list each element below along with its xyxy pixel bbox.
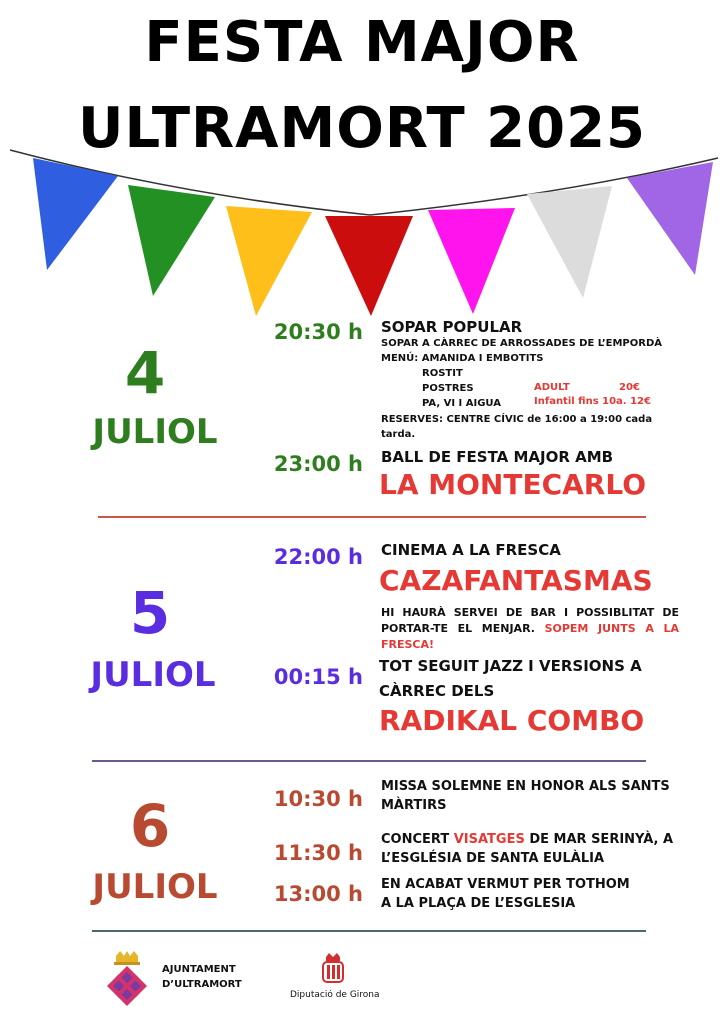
day2-number: 5 [129, 579, 171, 647]
divider-day1 [98, 516, 646, 518]
bunting-flag-yellow [226, 206, 312, 316]
bar-note-highlight: SOPEM JUNTS A LA FRESCA! [381, 622, 679, 651]
day1-event1-menu-item: ROSTIT [422, 368, 463, 379]
day1-event1-menu: MENÚ: AMANIDA I EMBOTITS [381, 353, 544, 364]
day3-event3-line2: A LA PLAÇA DE L’ESGLESIA [381, 896, 576, 911]
poster-title-line1: FESTA MAJOR [144, 10, 580, 75]
day1-number: 4 [124, 339, 166, 407]
day2-event1-note [381, 605, 679, 653]
ajuntament-crest-icon [104, 950, 150, 1006]
day1-event1-menu-item: PA, VI I AIGUA [422, 398, 501, 409]
day2-event2-band: RADIKAL COMBO [379, 704, 645, 737]
day1-event1-menu-item: POSTRES [422, 383, 474, 394]
bunting-flag-white [527, 186, 612, 298]
day2-event1-title: CINEMA A LA FRESCA [381, 541, 561, 559]
day3-event3-time: 13:00 h [273, 882, 363, 906]
day3-event2-time: 11:30 h [273, 841, 363, 865]
bunting-flag-purple [627, 162, 713, 275]
day2-month: JULIOL [90, 655, 216, 695]
diputacio-label: Diputació de Girona [290, 990, 380, 1000]
concert-suffix: DE MAR SERINYÀ, A [524, 832, 674, 847]
day3-event1-line1: MISSA SOLEMNE EN HONOR ALS SANTS [381, 779, 670, 794]
day2-event2-time: 00:15 h [273, 665, 363, 689]
price-adult-label: ADULT [534, 382, 570, 393]
day1-event1-title: SOPAR POPULAR [381, 318, 523, 336]
ajuntament-label-line2: D’ULTRAMORT [162, 979, 242, 990]
bar-note: HI HAURÀ SERVEI DE BAR I POSSIBLITAT DE PORTAR-TE EL MENJAR. [381, 606, 679, 635]
bunting-flag-magenta [428, 208, 515, 314]
ajuntament-label-line1: AJUNTAMENT [162, 964, 236, 975]
day1-event1-reservations: RESERVES: CENTRE CÍVIC de 16:00 a 19:00 cada tarda. [381, 414, 653, 440]
day3-event1-time: 10:30 h [273, 787, 363, 811]
day3-event3-line1: EN ACABAT VERMUT PER TOTHOM [381, 877, 630, 892]
day2-event1-time: 22:00 h [273, 545, 363, 569]
poster-title-line2: ULTRAMORT 2025 [77, 96, 647, 161]
price-adult-value: 20€ [619, 382, 640, 393]
bunting-flag-green [128, 185, 215, 296]
day2-event2-title: TOT SEGUIT JAZZ I VERSIONS A [379, 657, 642, 675]
day3-number: 6 [129, 792, 171, 860]
day3-event2-line2: L’ESGLÉSIA DE SANTA EULÀLIA [381, 851, 605, 866]
divider-day3 [92, 930, 646, 932]
concert-prefix: CONCERT [381, 832, 454, 847]
day1-event2-time: 23:00 h [273, 452, 363, 476]
divider-day2 [92, 760, 646, 762]
price-child: Infantil fins 10a. 12€ [534, 396, 651, 407]
day1-event2-band: LA MONTECARLO [379, 468, 647, 501]
bunting-flag-blue [33, 158, 118, 270]
day3-event1-line2: MÀRTIRS [381, 798, 447, 813]
bunting-flag-red [325, 216, 413, 316]
day2-event1-film: CAZAFANTASMAS [379, 564, 653, 597]
bunting-garland [0, 140, 724, 320]
day3-month: JULIOL [92, 867, 218, 907]
day2-event2-title-line2: CÀRREC DELS [379, 682, 495, 700]
diputacio-crest-icon [320, 953, 346, 985]
day1-event1-time: 20:30 h [273, 320, 363, 344]
day1-event1-caterer: SOPAR A CÀRREC DE ARROSSADES DE L’EMPORDÀ [381, 338, 662, 349]
day1-event2-title: BALL DE FESTA MAJOR AMB [381, 448, 614, 466]
bunting-string [10, 150, 718, 215]
day3-event2-line1 [381, 831, 673, 849]
day1-month: JULIOL [92, 412, 218, 452]
concert-name: VISATGES [453, 832, 525, 847]
